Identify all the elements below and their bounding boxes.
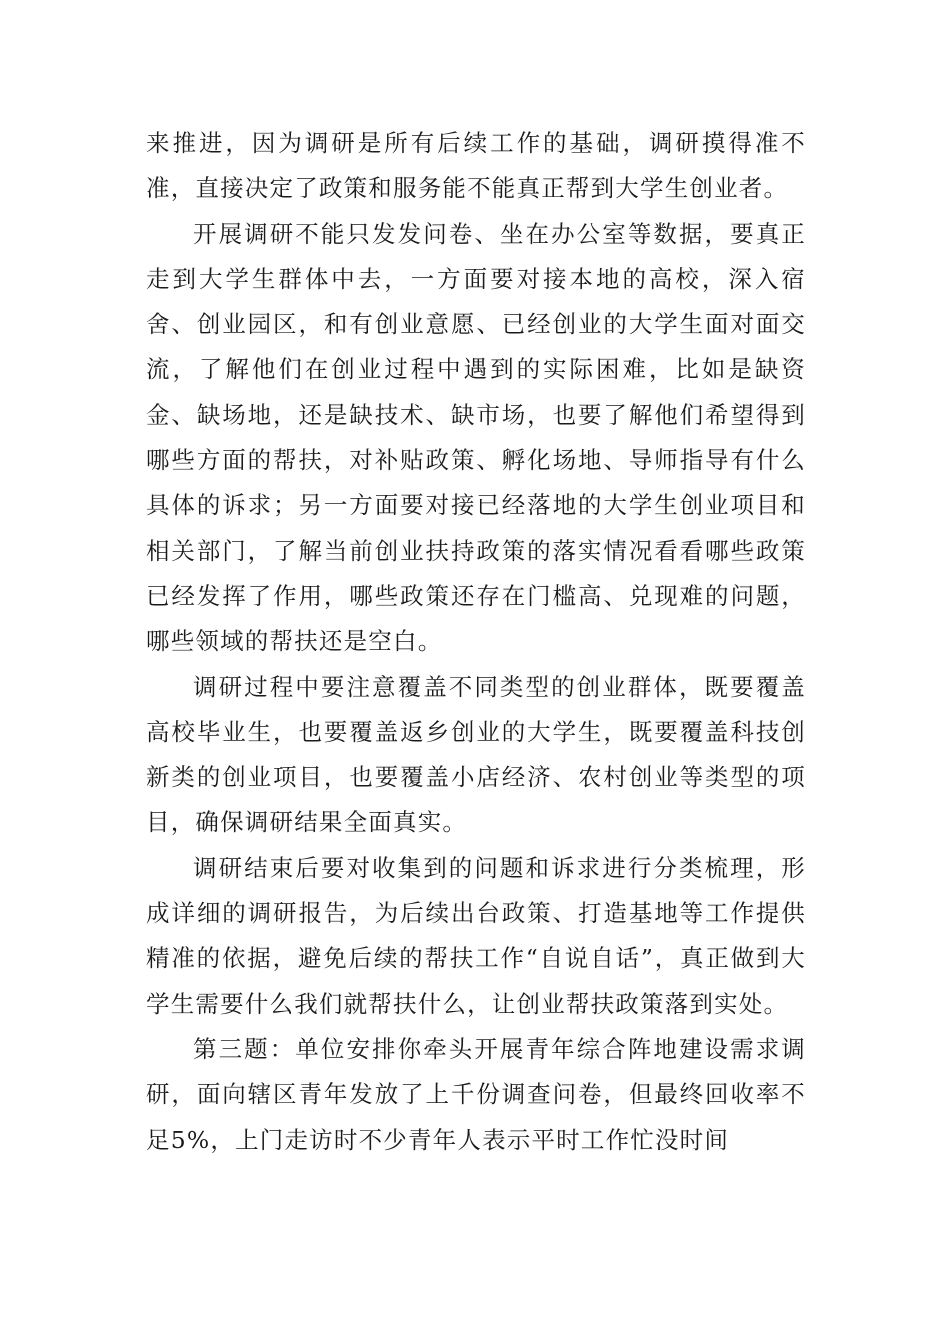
paragraph-survey-coverage: 调研过程中要注意覆盖不同类型的创业群体，既要覆盖高校毕业生，也要覆盖返乡创业的大学生，既要覆盖科技创新类的创业项目，也要覆盖小店经济、农村创业等类型的项目，确保调研结果全面真实。 <box>146 672 806 837</box>
document-body <box>146 121 806 1163</box>
paragraph-continuation: 来推进，因为调研是所有后续工作的基础，调研摸得准不准，直接决定了政策和服务能不能真正帮到大学生创业者。 <box>146 129 806 203</box>
paragraph-survey-report: 调研结束后要对收集到的问题和诉求进行分类梳理，形成详细的调研报告，为后续出台政策、打造基地等工作提供精准的依据，避免后续的帮扶工作“自说自话”，真正做到大学生需要什么我们就帮扶什么，让创业帮扶政策落到实处。 <box>146 853 806 1018</box>
paragraph-question-three: 第三题：单位安排你牵头开展青年综合阵地建设需求调研，面向辖区青年发放了上千份调查问卷，但最终回收率不足5%，上门走访时不少青年人表示平时工作忙没时间 <box>146 1034 806 1154</box>
paragraph-survey-method: 开展调研不能只发发问卷、坐在办公室等数据，要真正走到大学生群体中去，一方面要对接本地的高校，深入宿舍、创业园区，和有创业意愿、已经创业的大学生面对面交流，了解他们在创业过程中遇到的实际困难，比如是缺资金、缺场地，还是缺技术、缺市场，也要了解他们希望得到哪些方面的帮扶，对补贴政策、孵化场地、导师指导有什么具体的诉求；另一方面要对接已经落地的大学生创业项目和相关部门，了解当前创业扶持政策的落实情况看看哪些政策已经发挥了作用，哪些政策还存在门槛高、兑现难的问题，哪些领域的帮扶还是空白。 <box>146 219 806 656</box>
